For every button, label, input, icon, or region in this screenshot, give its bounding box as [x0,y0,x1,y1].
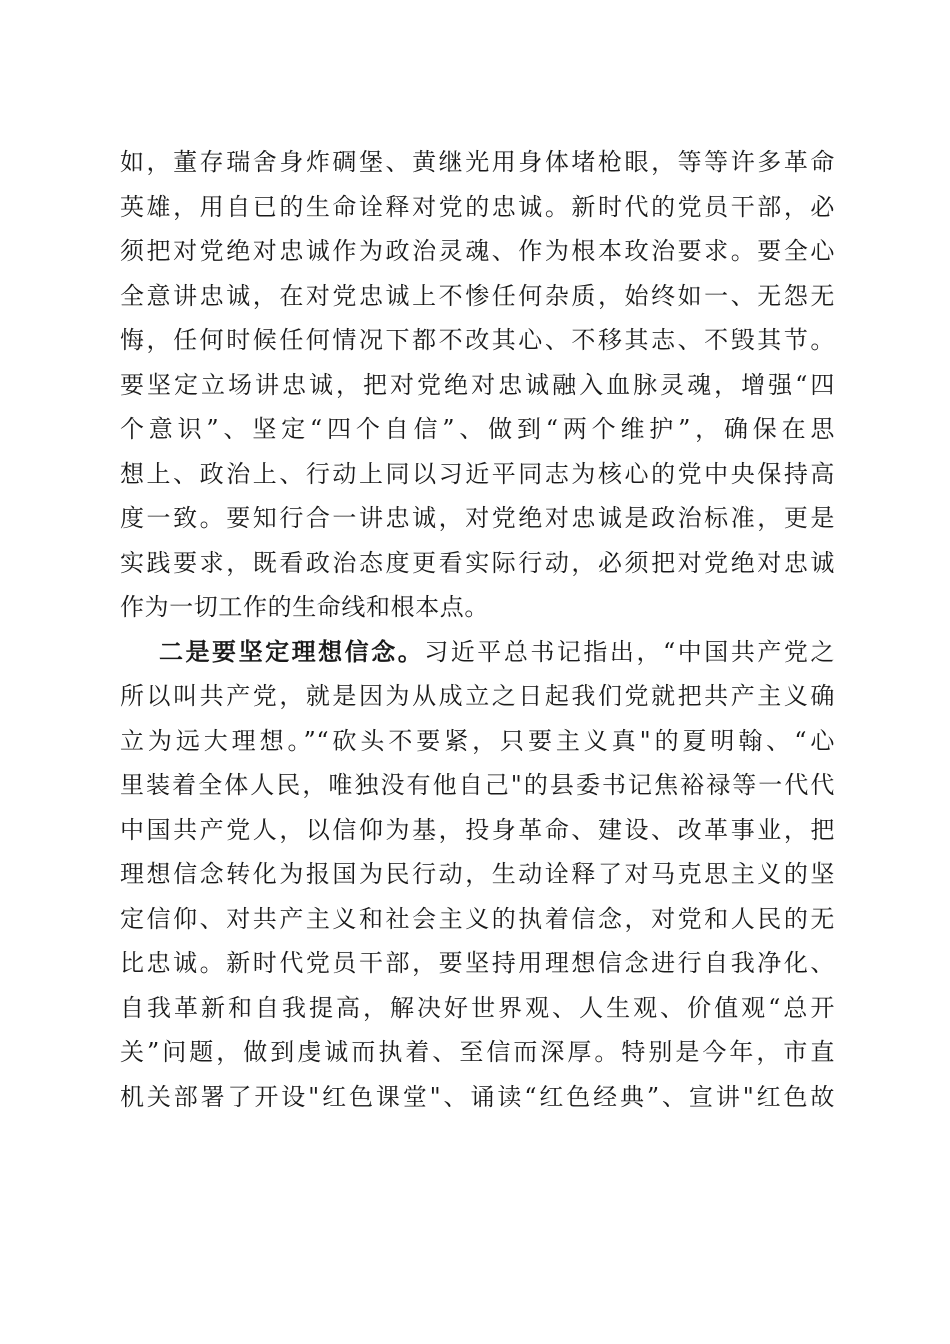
text-span: 习近平总书记指出，“中国共产党之 [424,637,835,666]
paragraph-loyalty [120,140,835,630]
text-line: 全意讲忠诚，在对党忠诚上不惨任何杂质，始终如一、无怨无 [120,281,835,310]
text-line: 实践要求，既看政治态度更看实际行动，必须把对党绝对忠诚 [120,548,835,577]
text-line: 关”问题，做到虔诚而执着、至信而深厚。特别是今年，市直 [120,1038,835,1066]
text-line: 里装着全体人民，唯独没有他自己"的县委书记焦裕禄等一代代 [120,771,835,799]
document-body [120,140,835,1119]
paragraph-ideals [120,630,835,1120]
text-line: 机关部署了开设"红色课堂"、诵读“红色经典”、宣讲"红色故 [120,1082,835,1111]
text-line: 英雄，用自已的生命诠释对党的忠诚。新时代的党员干部，必 [120,192,835,221]
text-line: 如，董存瑞舍身炸碉堡、黄继光用身体堵枪眼，等等许多革命 [120,148,835,176]
text-line: 作为一切工作的生命线和根本点。 [120,593,489,621]
paragraph-first-line [120,630,835,675]
text-line: 定信仰、对共产主义和社会主义的执着信念，对党和人民的无 [120,904,835,933]
text-line: 中国共产党人，以信仰为基，投身革命、建设、改革事业，把 [120,815,835,844]
section-heading: 二是要坚定理想信念。 [159,636,425,666]
text-line: 个意识”、坚定“四个自信”、做到“两个维护”，确保在思 [120,415,835,443]
text-line: 比忠诚。新时代党员干部，要坚持用理想信念进行自我净化、 [120,949,835,977]
text-line: 须把对党绝对忠诚作为政治灵魂、作为根本玫治要求。要全心 [120,237,835,265]
text-line: 悔，任何时候任何情况下都不改其心、不移其志、不毁其节。 [120,326,835,354]
text-line: 想上、政治上、行动上同以习近平同志为核心的党中央保持高 [120,459,835,488]
text-line: 自我革新和自我提高，解决好世界观、人生观、价值观“总开 [120,993,835,1022]
text-line: 立为远大理想。”“砍头不要紧，只要主义真"的夏明翰、“心 [120,726,835,755]
text-line: 度一致。要知行合一讲忠诚，对党绝对忠诚是政治标准，更是 [120,504,835,532]
text-line: 理想信念转化为报国为民行动，生动诠释了对马克思主义的坚 [120,860,835,888]
text-line: 所以叫共产党，就是因为从成立之日起我们党就把共产主义确 [120,682,835,710]
text-line: 要坚定立场讲忠诚，把对党绝对忠诚融入血脉灵魂，增强“四 [120,370,835,399]
